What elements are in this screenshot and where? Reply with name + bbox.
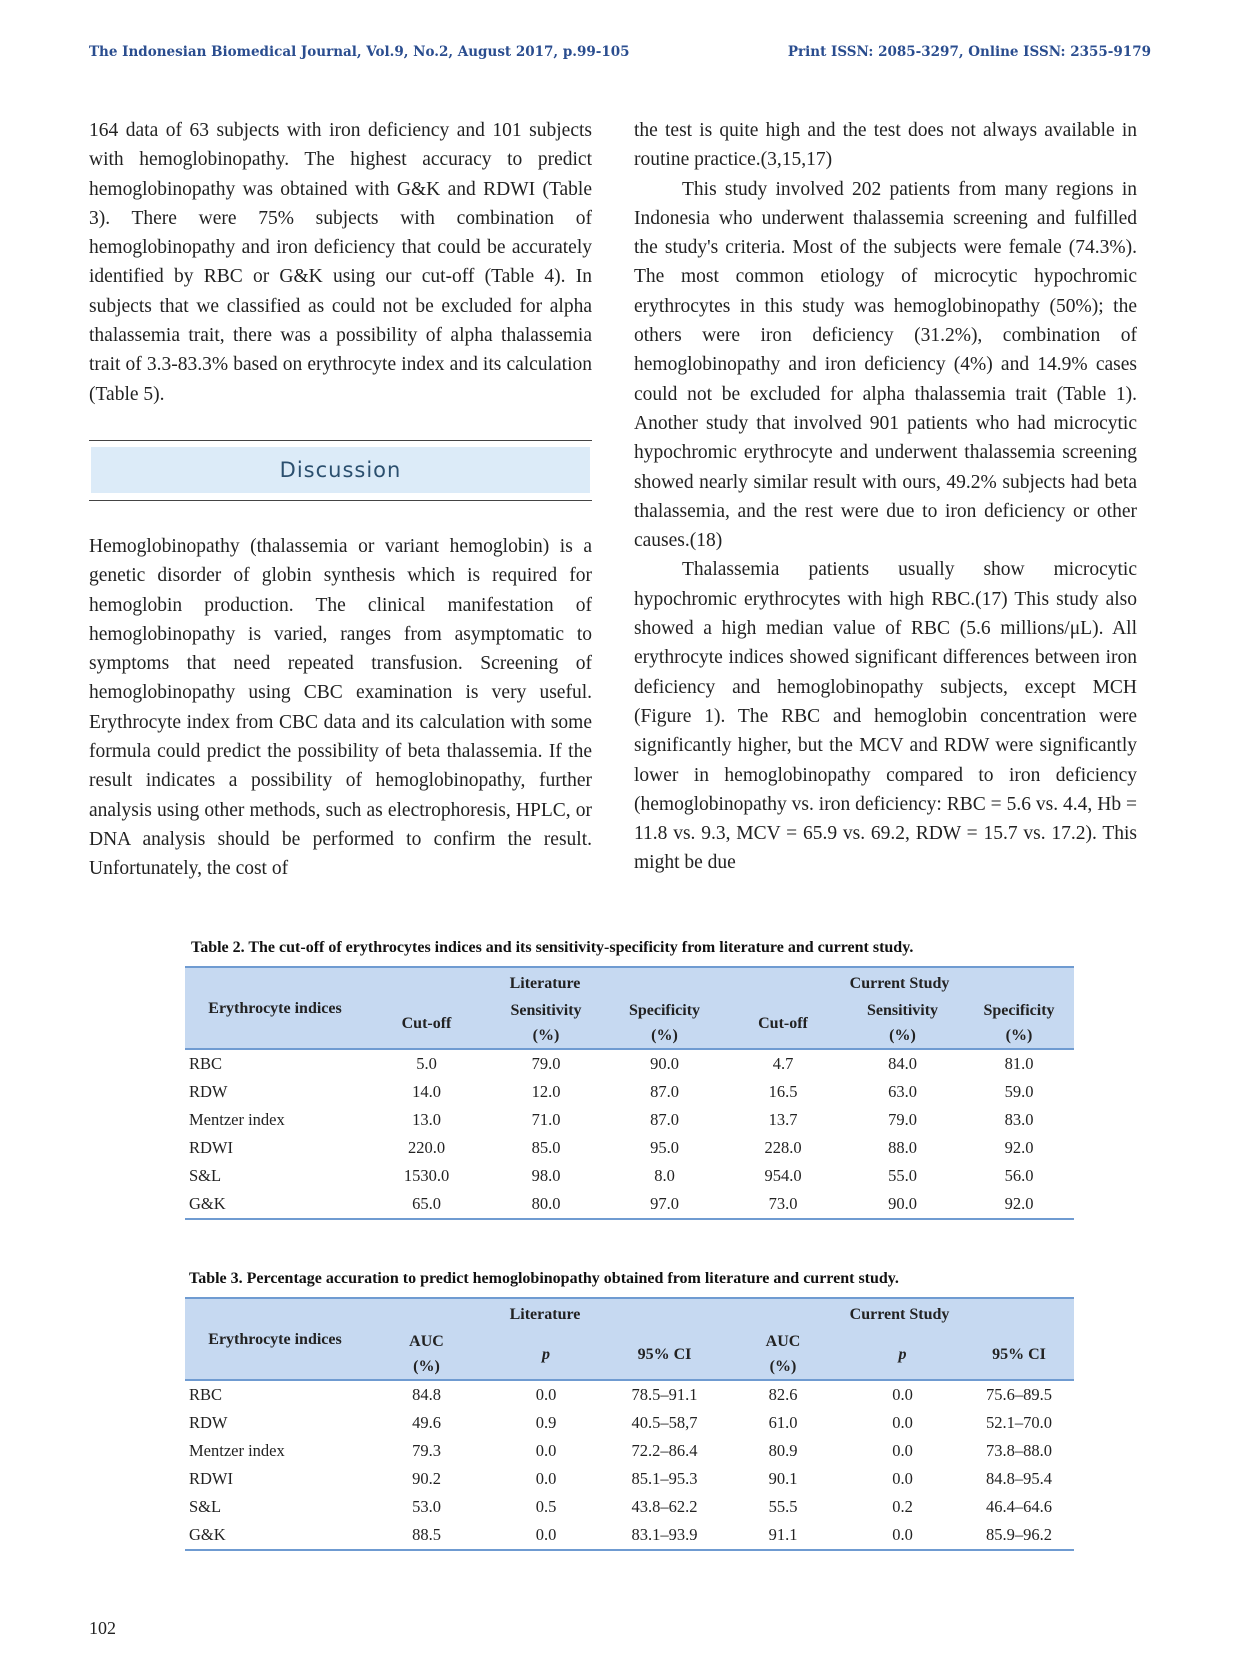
table-row [185,1409,1074,1437]
table-cell: 98.0 [531,1166,561,1185]
table-cell: 92.0 [964,1190,1074,1219]
table-cell: 55.5 [768,1497,798,1516]
table-cell: 87.0 [650,1082,679,1101]
table-cell: 87.0 [650,1110,679,1129]
table-cell: 82.6 [768,1385,798,1404]
row-label: S&L [189,1166,222,1185]
table-cell: 83.1–93.9 [604,1521,725,1550]
table-cell: 1530.0 [403,1166,450,1185]
table-cell: 0.0 [892,1469,913,1488]
table-cell: 63.0 [888,1082,917,1101]
table3 [185,1297,1074,1551]
table-cell: 79.0 [888,1110,917,1129]
table-cell: 84.8–95.4 [986,1469,1052,1488]
table-row [185,1190,1074,1219]
row-label: Mentzer index [189,1441,285,1460]
table3-header-ci: 95% CI [964,1329,1074,1380]
table-row [185,1493,1074,1521]
section-title: Discussion [91,447,590,493]
table2-group-literature: Literature [365,967,725,998]
table-cell: 46.4–64.6 [986,1497,1052,1516]
table-cell: 56.0 [1004,1166,1034,1185]
table-cell: 49.6 [412,1413,441,1432]
right-paragraph-2: This study involved 202 patients from many regions in Indonesia who underwent thalassemia screening and fulfilled the study's criteria. Most of the subjects were female (74.3%). The most common etiology of microcytic hypochromic erythrocytes in this study was hemoglobinopathy (50%); the others were iron deficiency (31.2%), combination of hemoglobinopathy and iron deficiency (4%) and 14.9% cases could not be excluded for alpha thalassemia trait (Table 1). Another study that involved 901 patients who had microcytic hypochromic erythrocyte and underwent thalassemia screening showed nearly similar result with ours, 49.2% subjects had beta thalassemia, and the rest were due to iron deficiency or other causes.(18) [634,178,1137,552]
table-row [185,1465,1074,1493]
table-cell: 0.0 [892,1441,913,1460]
table-cell: 91.1 [725,1521,841,1550]
table-cell: 0.5 [535,1497,557,1516]
table-cell: 14.0 [412,1082,441,1101]
table-cell: 85.0 [531,1138,561,1157]
table-cell: 88.5 [365,1521,488,1550]
table-cell: 79.0 [531,1054,561,1073]
table-cell: 13.0 [412,1110,441,1129]
table3-group-current: Current Study [725,1298,1074,1329]
table-cell: 4.7 [772,1054,794,1073]
table-cell: 72.2–86.4 [631,1441,698,1460]
table-cell: 61.0 [768,1413,798,1432]
table-cell: 53.0 [412,1497,441,1516]
journal-header: The Indonesian Biomedical Journal, Vol.9, No.2, August 2017, p.99-105 [89,44,630,60]
table-cell: 220.0 [407,1138,446,1157]
table-cell: 228.0 [764,1138,802,1157]
row-label: RBC [189,1385,223,1404]
table-cell: 73.8–88.0 [986,1441,1052,1460]
table-row [185,1437,1074,1465]
table2 [185,966,1074,1220]
table-cell: 85.9–96.2 [964,1521,1074,1550]
table-cell: 88.0 [888,1138,917,1157]
table-cell: 80.9 [768,1441,798,1460]
table3-header-auc: AUC (%) [365,1329,488,1380]
row-label: G&K [185,1190,365,1219]
table2-header-sensitivity: Sensitivity (%) [488,998,604,1049]
row-label: RDW [189,1082,228,1101]
row-label: RDW [189,1413,228,1432]
issn-header: Print ISSN: 2085-3297, Online ISSN: 2355-9179 [787,44,1151,60]
table-row [185,1049,1074,1078]
table-cell: 81.0 [1004,1054,1034,1073]
table-cell: 5.0 [416,1054,437,1073]
table-cell: 0.0 [488,1521,604,1550]
table-cell: 92.0 [1004,1138,1034,1157]
section-rule-bottom [89,500,592,501]
table2-caption: Table 2. The cut-off of erythrocytes indices and its sensitivity-specificity from literature and current study. [191,939,914,956]
table-cell: 90.0 [841,1190,964,1219]
table-cell: 52.1–70.0 [986,1413,1052,1432]
table-cell: 78.5–91.1 [631,1385,698,1404]
row-label: G&K [185,1521,365,1550]
table-row [185,1134,1074,1162]
table-cell: 65.0 [365,1190,488,1219]
table-cell: 0.2 [892,1497,913,1516]
table-cell: 90.2 [412,1469,441,1488]
page-number: 102 [89,1618,116,1638]
table3-caption: Table 3. Percentage accuration to predict hemoglobinopathy obtained from literature and current study. [189,1270,899,1287]
right-column [634,116,1137,878]
table-row [185,1078,1074,1106]
table-row [185,1162,1074,1190]
section-rule-top [89,440,592,441]
table-cell: 0.0 [535,1385,557,1404]
table-cell: 0.0 [535,1441,557,1460]
row-label: RBC [189,1054,223,1073]
table-cell: 0.0 [892,1413,913,1432]
table-cell: 90.0 [650,1054,679,1073]
table-cell: 83.0 [1004,1110,1034,1129]
table2-group-current: Current Study [725,967,1074,998]
table-cell: 0.0 [841,1521,964,1550]
table-row [185,1380,1074,1409]
table2-header-indices: Erythrocyte indices [185,967,365,1049]
table-row [185,1106,1074,1134]
table2-header-specificity: Specificity (%) [964,998,1074,1049]
table-cell: 73.0 [725,1190,841,1219]
table3-header-auc: AUC (%) [725,1329,841,1380]
table-cell: 954.0 [764,1166,802,1185]
table3-header-indices: Erythrocyte indices [185,1298,365,1380]
table-cell: 0.0 [892,1385,913,1404]
table-cell: 85.1–95.3 [631,1469,698,1488]
table-cell: 55.0 [888,1166,917,1185]
table-cell: 90.1 [768,1469,798,1488]
table2-header-specificity: Specificity (%) [604,998,725,1049]
table-cell: 8.0 [654,1166,675,1185]
table-cell: 13.7 [768,1110,798,1129]
table-cell: 84.8 [412,1385,441,1404]
table-cell: 59.0 [1004,1082,1034,1101]
right-paragraph-3: Thalassemia patients usually show microcytic hypochromic erythrocytes with high RBC.(17) This study also showed a high median value of RBC (5.6 millions/μL). All erythrocyte indices showed significant differences between iron deficiency and hemoglobinopathy subjects, except MCH (Figure 1). The RBC and hemoglobin concentration were significantly higher, but the MCV and RDW were significantly lower in hemoglobinopathy compared to iron deficiency (hemoglobinopathy vs. iron deficiency: RBC = 5.6 vs. 4.4, Hb = 11.8 vs. 9.3, MCV = 65.9 vs. 69.2, RDW = 15.7 vs. 17.2). This might be due [634,559,1137,874]
table-cell: 0.9 [535,1413,557,1432]
table-cell: 43.8–62.2 [631,1497,698,1516]
table-cell: 16.5 [768,1082,798,1101]
table3-group-literature: Literature [365,1298,725,1329]
table-cell: 95.0 [650,1138,679,1157]
right-paragraph-1: the test is quite high and the test does not always available in routine practice.(3,15,17) [634,120,1137,171]
table-cell: 12.0 [531,1082,561,1101]
table-cell: 84.0 [888,1054,917,1073]
row-label: Mentzer index [189,1110,285,1129]
table-cell: 0.0 [535,1469,557,1488]
table2-header-cutoff: Cut-off [725,998,841,1049]
table-cell: 80.0 [488,1190,604,1219]
table-row [185,1521,1074,1550]
discussion-column [89,532,592,884]
discussion-paragraph: Hemoglobinopathy (thalassemia or variant hemoglobin) is a genetic disorder of globin synthesis which is required for hemoglobin production. The clinical manifestation of hemoglobinopathy is varied, ranges from asymptomatic to symptoms that need repeated transfusion. Screening of hemoglobinopathy using CBC examination is very useful. Erythrocyte index from CBC data and its calculation with some formula could predict the possibility of beta thalassemia. If the result indicates a possibility of hemoglobinopathy, further analysis using other methods, such as electrophoresis, HPLC, or DNA analysis should be performed to confirm the result. Unfortunately, the cost of [89,536,592,880]
row-label: S&L [189,1497,222,1516]
row-label: RDWI [189,1469,233,1488]
table2-header-cutoff: Cut-off [365,998,488,1049]
table3-header-p: p [488,1329,604,1380]
table3-header-ci: 95% CI [604,1329,725,1380]
table3-header-p: p [841,1329,964,1380]
table-cell: 79.3 [412,1441,441,1460]
table-cell: 97.0 [604,1190,725,1219]
table-cell: 40.5–58,7 [631,1413,698,1432]
left-column [89,116,592,409]
table-cell: 75.6–89.5 [986,1385,1052,1404]
table2-header-sensitivity: Sensitivity (%) [841,998,964,1049]
results-paragraph: 164 data of 63 subjects with iron deficiency and 101 subjects with hemoglobinopathy. The highest accuracy to predict hemoglobinopathy was obtained with G&K and RDWI (Table 3). There were 75% subjects with combination of hemoglobinopathy and iron deficiency that could be accurately identified by RBC or G&K using our cut-off (Table 4). In subjects that we classified as could not be excluded for alpha thalassemia trait, there was a possibility of alpha thalassemia trait of 3.3-83.3% based on erythrocyte index and its calculation (Table 5). [89,120,592,405]
row-label: RDWI [189,1138,233,1157]
table-cell: 71.0 [531,1110,561,1129]
